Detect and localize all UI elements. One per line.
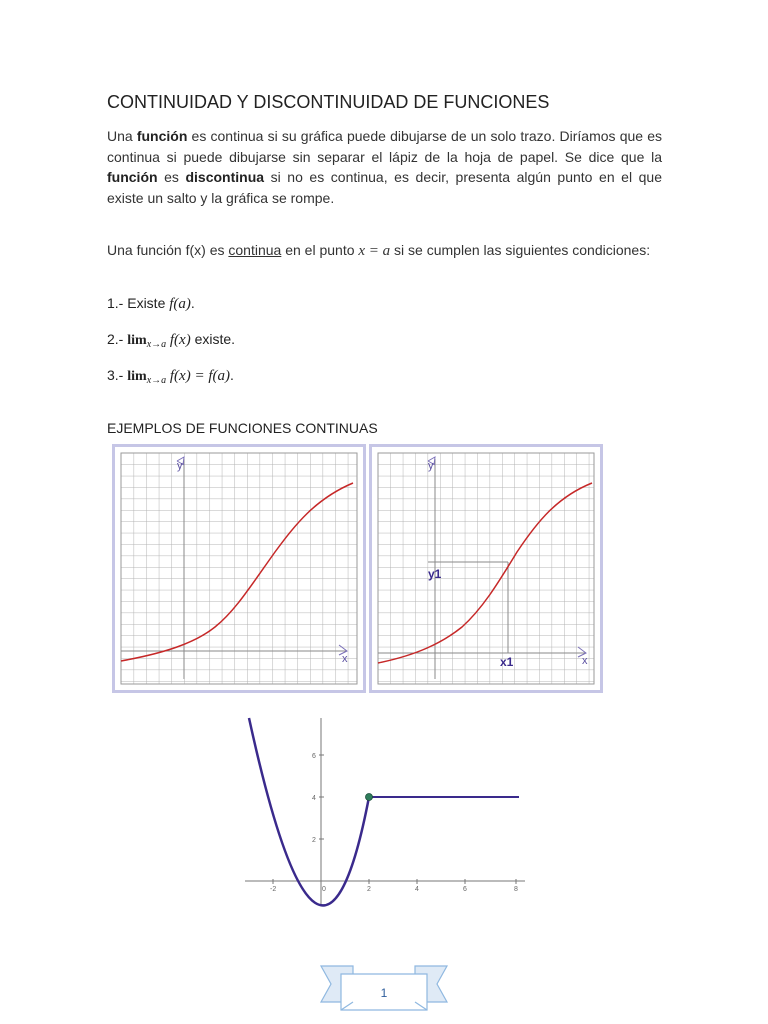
condition-2-lim: lim — [127, 333, 147, 348]
graph-1-y-label: y — [177, 460, 183, 472]
definition-text-3: si se cumplen las siguientes condiciones: — [390, 242, 651, 258]
definition-paragraph — [107, 240, 662, 262]
ribbon-banner-icon — [319, 962, 449, 1018]
intro-bold-discontinua: discontinua — [185, 169, 265, 185]
graph-2-x-label: x — [582, 655, 588, 667]
definition-text-2: en el punto — [281, 242, 359, 258]
graph-3-ytick-2: 2 — [312, 837, 316, 844]
graph-3-xtick-neg2: -2 — [270, 886, 277, 893]
condition-3-prefix: 3.- — [107, 367, 128, 383]
graph-3-xtick-0: 0 — [322, 886, 326, 893]
intro-bold-funcion: función — [136, 128, 188, 144]
condition-3-lim: lim — [127, 369, 147, 384]
graph-1-grid — [121, 453, 357, 684]
graph-3-xtick-6: 6 — [463, 886, 467, 893]
condition-2 — [107, 331, 235, 350]
condition-1-suffix: . — [190, 295, 195, 311]
condition-3 — [107, 367, 234, 386]
page-title: CONTINUIDAD Y DISCONTINUIDAD DE FUNCIONES — [107, 92, 550, 112]
graph-3-join-point — [366, 794, 373, 801]
condition-1-prefix: 1.- Existe — [107, 295, 170, 311]
intro-text-4: si no es continua, es decir, presenta algún punto en el que existe un salto y la gráfica se rompe. — [107, 169, 663, 206]
condition-3-suffix: . — [230, 367, 234, 383]
graph-3-xtick-4: 4 — [415, 886, 419, 893]
intro-text-2: es continua si su gráfica puede dibujarse de un solo trazo. Diríamos que es continua si puede dibujarse sin separar el lápiz de la hoja de papel. Se dice que la — [107, 128, 662, 165]
page-number-ribbon — [319, 962, 449, 1023]
graph-3-plot — [235, 710, 535, 910]
graph-2-x1-label: x1 — [500, 655, 514, 669]
graph-3-xtick-2: 2 — [367, 886, 371, 893]
definition-math: x = a — [358, 243, 391, 259]
condition-2-suffix: existe. — [190, 331, 236, 347]
graph-2-grid — [378, 453, 594, 684]
condition-1 — [107, 295, 195, 313]
graph-3-ytick-6: 6 — [312, 753, 316, 760]
graph-3-xtick-8: 8 — [514, 886, 518, 893]
section-title-examples: EJEMPLOS DE FUNCIONES CONTINUAS — [107, 420, 378, 436]
condition-2-math: f(x) — [166, 332, 191, 348]
page-number: 1 — [380, 986, 388, 1000]
graph-3-ytick-4: 4 — [312, 795, 316, 802]
condition-3-math: f(x) = f(a) — [166, 368, 230, 384]
graph-1-plot — [115, 447, 363, 690]
graph-2-y1-label: y1 — [428, 567, 442, 581]
intro-bold-funcion-2: función — [107, 169, 158, 185]
graph-1-x-label: x — [342, 653, 348, 665]
condition-1-math: f(a) — [169, 296, 191, 312]
condition-3-sub: x→a — [146, 375, 167, 386]
definition-text-1: Una función f(x) es — [107, 242, 229, 258]
condition-2-prefix: 2.- — [107, 331, 128, 347]
graph-1-frame — [112, 444, 366, 693]
graph-3-parabola — [249, 718, 369, 905]
condition-2-sub: x→a — [146, 339, 167, 350]
graph-2-plot — [372, 447, 600, 690]
intro-paragraph — [107, 126, 662, 208]
intro-text-3: es — [157, 169, 186, 185]
graph-2-frame — [369, 444, 603, 693]
graph-2-y-label: y — [428, 460, 434, 472]
intro-text-1: Una — [107, 128, 137, 144]
definition-underlined-continua: continua — [228, 242, 282, 258]
